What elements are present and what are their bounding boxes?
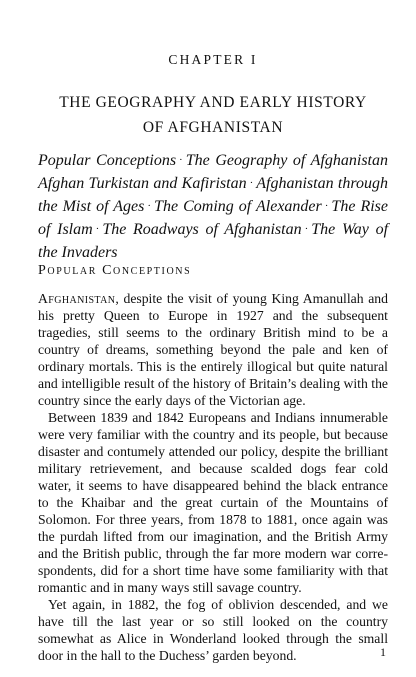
contents-item: The Coming of Alexander bbox=[154, 198, 322, 215]
body-text bbox=[38, 290, 388, 664]
contents-item: The Geography of Afghanistan bbox=[185, 152, 388, 169]
contents-separator: · bbox=[95, 223, 100, 235]
paragraph-lead-word: Afghanistan bbox=[38, 291, 116, 306]
contents-separator: · bbox=[179, 154, 183, 166]
paragraph-text: , despite the visit of young King Amanullah and his pretty Queen to Europe in 1927 and the subsequent tragedies, still seems to the ordinary British mind to be a country of dreams, something beyond the pale and ken of ordinary mortals. This is the entirely illogical but quite natural and intelligible result of the history of Britain’s dealing with the country since the early days of the Victorian age. bbox=[38, 291, 388, 408]
contents-separator: · bbox=[249, 177, 254, 189]
contents-item: The Way of the Invaders bbox=[38, 221, 389, 261]
contents-separator: · bbox=[324, 200, 329, 212]
contents-separator: · bbox=[147, 200, 152, 212]
contents-separator: · bbox=[304, 223, 309, 235]
contents-item: Afghan Turkistan and Kafiristan bbox=[38, 175, 247, 192]
book-page bbox=[38, 0, 388, 677]
contents-item: The Rise of Islam bbox=[38, 198, 389, 238]
contents-item: Afghanistan through the Mist of Ages bbox=[38, 175, 388, 215]
paragraph: Yet again, in 1882, the fog of oblivion descended, and we have till the last year or so still looked on the country somewhat as Alice in Wonderland looked through the small door in the hall to the Duchess’ garden beyond. bbox=[38, 597, 388, 663]
chapter-title bbox=[38, 90, 388, 140]
chapter-title-line-1: THE GEOGRAPHY AND EARLY HISTORY bbox=[59, 94, 367, 111]
paragraph: Between 1839 and 1842 Europeans and Indians innumerable were very familiar with the country and its people, but because disaster and contumely attended our policy, despite the brilliant military retrievement, and because scalded dogs fear cold water, it seems to have disappeared behind the black entrance to the Khaibar and the great curtain of the Mountains of Solomon. For three years, from 1878 to 1881, once again was the purdah lifted from our imagination, and the British Army and the British public, through the far more modern war correspondents, did for a short time have some familiarity with that romantic and in many ways still savage country. bbox=[38, 410, 388, 595]
chapter-contents-summary bbox=[38, 150, 388, 263]
paragraph bbox=[38, 290, 388, 409]
chapter-title-line-2: OF AFGHANISTAN bbox=[142, 119, 284, 136]
contents-item: Popular Conceptions bbox=[38, 152, 177, 169]
section-heading: Popular Conceptions bbox=[38, 263, 192, 278]
contents-item: The Roadways of Afghanistan bbox=[102, 221, 302, 238]
page-number: 1 bbox=[380, 645, 386, 659]
chapter-label: CHAPTER I bbox=[168, 52, 258, 67]
